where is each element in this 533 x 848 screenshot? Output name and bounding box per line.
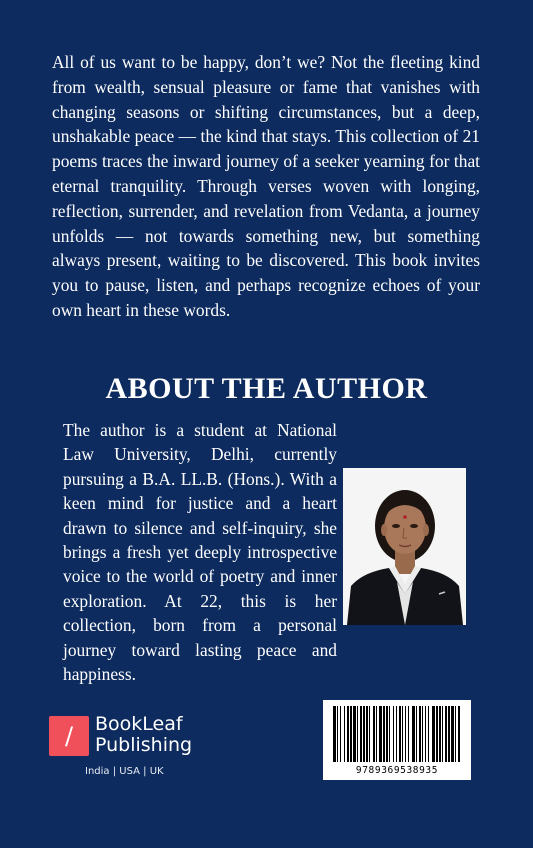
bookleaf-logo-icon bbox=[49, 716, 89, 756]
isbn-barcode bbox=[323, 700, 471, 780]
about-author-heading: ABOUT THE AUTHOR bbox=[105, 372, 428, 405]
book-description: All of us want to be happy, don’t we? Not the fleeting kind from wealth, sensual pleasure or fame that vanishes with changing seasons or shifting circumstances, but a deep, unshakable peace — the kind that stays. This collection of 21 poems traces the inward journey of a seeker yearning for that eternal tranquility. Through verses woven with longing, reflection, surrender, and revelation from Vedanta, a journey unfolds — not towards something new, but something always present, waiting to be discovered. This book invites you to pause, listen, and perhaps recognize echoes of your own heart in these words. bbox=[52, 52, 480, 320]
publisher-name-line2: Publishing bbox=[95, 734, 193, 756]
author-bio: The author is a student at National Law University, Delhi, currently pursuing a B.A. LL.B. (Hons.). With a keen mind for justice and a heart drawn to silence and self-inquiry, she brings a fresh yet deeply introspective voice to the world of poetry and inner exploration. At 22, this is her collection, born from a personal journey toward lasting peace and happiness. bbox=[63, 420, 337, 685]
isbn-number: 9789369538935 bbox=[355, 765, 439, 776]
logo-slash-glyph: / bbox=[64, 722, 74, 750]
publisher-name bbox=[95, 714, 192, 756]
author-portrait-image bbox=[343, 468, 466, 625]
author-photo bbox=[343, 468, 466, 625]
barcode-bars-image bbox=[323, 700, 471, 766]
publisher-logo bbox=[49, 713, 249, 786]
publisher-regions: India | USA | UK bbox=[85, 766, 164, 777]
publisher-name-line1: BookLeaf bbox=[95, 713, 183, 735]
